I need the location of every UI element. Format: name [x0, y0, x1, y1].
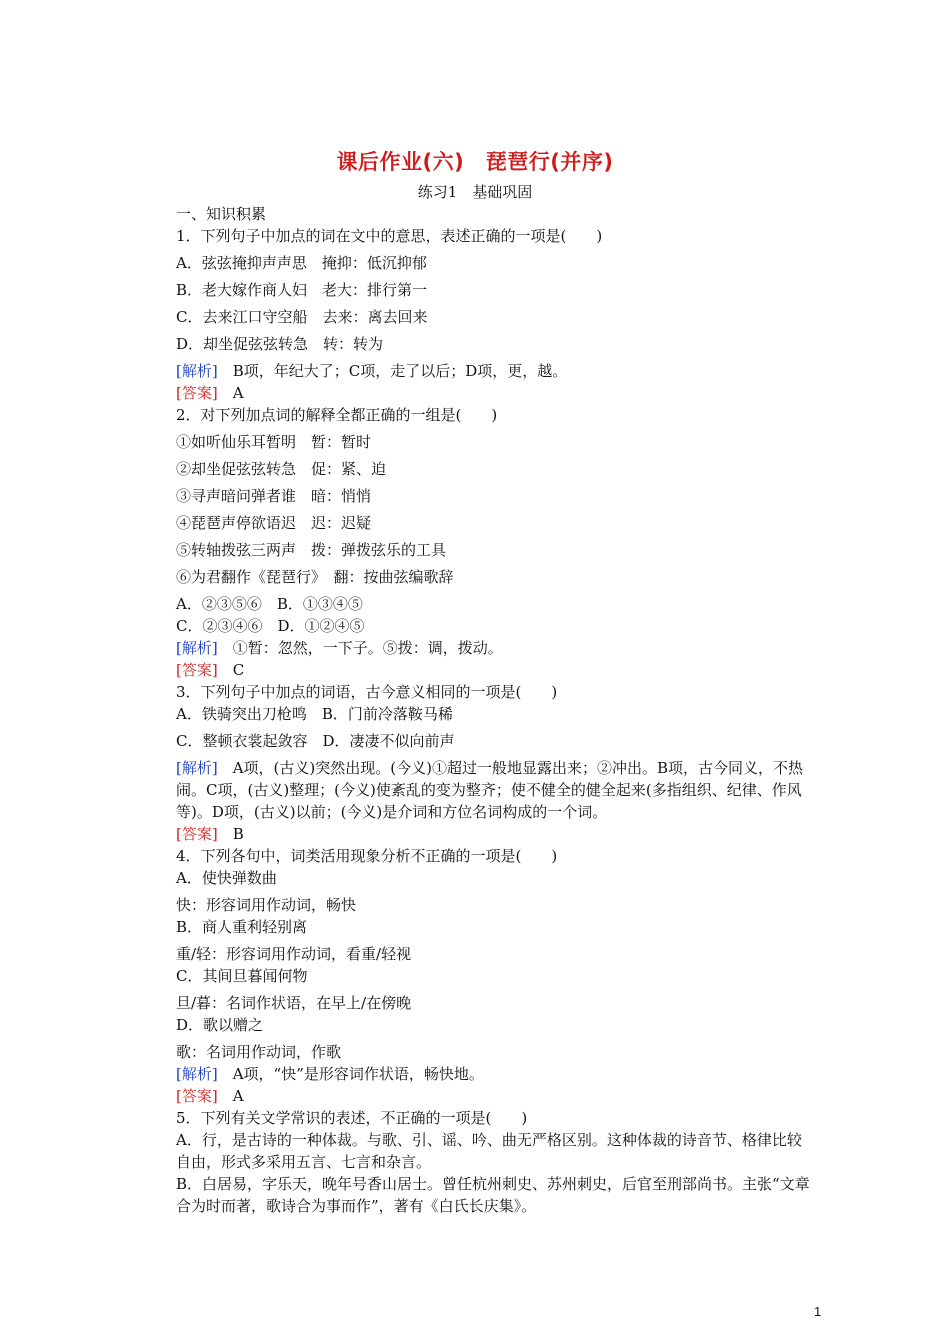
q2-item-6: ⑥为君翻作《琵琶行》 翻：按曲弦编歌辞 — [176, 568, 454, 586]
q2-analysis — [176, 637, 812, 659]
q1-answer-text: A — [217, 384, 244, 402]
q1-option-b: B．老大嫁作商人妇 老大：排行第一 — [176, 281, 428, 299]
answer-tag: [答案] — [176, 384, 218, 402]
q4-option-b: B．商人重利轻别离 — [176, 918, 308, 936]
q4-answer — [176, 1085, 812, 1107]
analysis-tag: [解析] — [176, 362, 218, 380]
q1-option-d: D．却坐促弦弦转急 转：转为 — [176, 335, 384, 353]
q2-options-ab: A．②③⑤⑥ B．①③④⑤ — [176, 595, 363, 613]
analysis-tag: [解析] — [176, 639, 218, 657]
q1-option-c: C．去来江口守空船 去来：离去回来 — [176, 308, 428, 326]
q2-answer-text: C — [217, 661, 245, 679]
document-body — [176, 203, 812, 1217]
page-number: 1 — [814, 1304, 822, 1319]
q2-answer — [176, 659, 812, 681]
q4-option-d: D．歌以赠之 — [176, 1016, 264, 1034]
q3-options-cd: C．整顿衣裳起敛容 D．凄凄不似向前声 — [176, 732, 455, 750]
q4-option-c: C．其间旦暮闻何物 — [176, 967, 308, 985]
q1-analysis — [176, 355, 812, 382]
analysis-tag: [解析] — [176, 1065, 218, 1083]
q3-answer-text: B — [217, 825, 244, 843]
q1-analysis-text: B项，年纪大了；C项，走了以后；D项，更，越。 — [217, 362, 568, 380]
q5-option-a: A．行，是古诗的一种体裁。与歌、引、谣、吟、曲无严格区别。这种体裁的诗音节、格律比较自由，形式多采用五言、七言和杂言。 — [176, 1131, 802, 1171]
q4-analysis — [176, 1063, 812, 1085]
q1-option-a: A．弦弦掩抑声声思 掩抑：低沉抑郁 — [176, 254, 427, 272]
q3-analysis-text: A项，(古义)突然出现。(今义)①超过一般地显露出来；②冲出。B项，古今同义，不热闹。C项，(古义)整理；(今义)使紊乱的变为整齐；使不健全的健全起来(多指组织、纪律、作风等)。D项，(古义)以前；(今义)是介词和方位名词构成的一个词。 — [176, 759, 803, 821]
q5-option-b: B．白居易，字乐天，晚年号香山居士。曾任杭州刺史、苏州刺史，后官至刑部尚书。主张“文章合为时而著，歌诗合为事而作”，著有《白氏长庆集》。 — [176, 1175, 810, 1215]
q1-stem: 1．下列句子中加点的词在文中的意思，表述正确的一项是( ) — [176, 227, 603, 245]
exercise-subtitle: 练习1 基础巩固 — [417, 183, 533, 201]
q3-analysis — [176, 752, 812, 823]
q3-options-ab: A．铁骑突出刀枪鸣 B．门前冷落鞍马稀 — [176, 705, 453, 723]
page-title: 课后作业(六) 琵琶行(并序) — [336, 150, 614, 174]
q4-option-c-explanation: 旦/暮：名词作状语，在早上/在傍晚 — [176, 994, 412, 1012]
q2-item-1: ①如听仙乐耳暂明 暂：暂时 — [176, 433, 372, 451]
q5-stem: 5．下列有关文学常识的表述，不正确的一项是( ) — [176, 1109, 528, 1127]
section-heading: 一、知识积累 — [176, 205, 267, 223]
q4-option-a: A．使快弹数曲 — [176, 869, 277, 887]
q3-stem: 3．下列句子中加点的词语，古今意义相同的一项是( ) — [176, 683, 558, 701]
q2-item-5: ⑤转轴拨弦三两声 拨：弹拨弦乐的工具 — [176, 541, 447, 559]
q2-item-2: ②却坐促弦弦转急 促：紧、迫 — [176, 460, 387, 478]
q4-option-b-explanation: 重/轻：形容词用作动词，看重/轻视 — [176, 945, 412, 963]
q2-analysis-text: ①暂：忽然，一下子。⑤拨：调，拨动。 — [217, 639, 503, 657]
q4-option-a-explanation: 快：形容词用作动词，畅快 — [176, 896, 357, 914]
q2-item-4: ④琵琶声停欲语迟 迟：迟疑 — [176, 514, 372, 532]
answer-tag: [答案] — [176, 1087, 218, 1105]
q4-stem: 4．下列各句中，词类活用现象分析不正确的一项是( ) — [176, 847, 558, 865]
q4-answer-text: A — [217, 1087, 244, 1105]
q3-answer — [176, 823, 812, 845]
answer-tag: [答案] — [176, 825, 218, 843]
q2-stem: 2．对下列加点词的解释全都正确的一组是( ) — [176, 406, 498, 424]
q4-analysis-text: A项，“快”是形容词作状语，畅快地。 — [217, 1065, 484, 1083]
answer-tag: [答案] — [176, 661, 218, 679]
analysis-tag: [解析] — [176, 759, 218, 777]
q1-answer — [176, 382, 812, 404]
q2-options-cd: C．②③④⑥ D．①②④⑤ — [176, 617, 365, 635]
q4-option-d-explanation: 歌：名词用作动词，作歌 — [176, 1043, 342, 1061]
q2-item-3: ③寻声暗问弹者谁 暗：悄悄 — [176, 487, 372, 505]
